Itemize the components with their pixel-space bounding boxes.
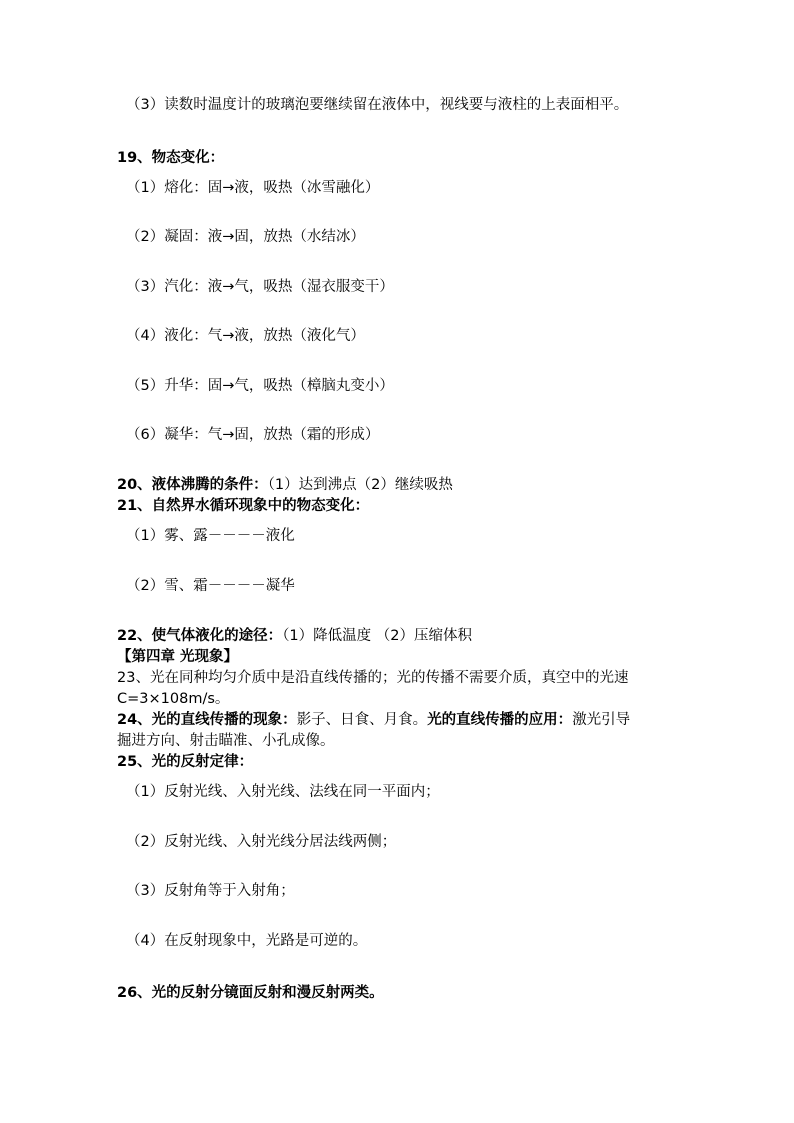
- list-item: （5）升华：固→气，吸热（樟脑丸变小）: [126, 378, 394, 394]
- list-item: （1）熔化：固→液，吸热（冰雪融化）: [126, 180, 380, 196]
- list-item: （1）雾、露－－－－液化: [126, 528, 295, 544]
- section-heading: 26、光的反射分镜面反射和漫反射两类。: [117, 985, 384, 1001]
- section-heading: 20、液体沸腾的条件：: [117, 477, 268, 493]
- paragraph-text: 影子、日食、月食。: [296, 712, 428, 728]
- list-item: （2）雪、霜－－－－凝华: [126, 578, 295, 594]
- list-item: （2）凝固：液→固，放热（水结冰）: [126, 229, 365, 245]
- paragraph-line: [117, 475, 453, 495]
- paragraph-text: （1）降低温度 （2）压缩体积: [282, 628, 472, 644]
- section-heading: 24、光的直线传播的现象：: [117, 712, 297, 728]
- paragraph-text: （1）达到沸点（2）继续吸热: [267, 477, 453, 493]
- list-item: （4）在反射现象中，光路是可逆的。: [126, 933, 368, 949]
- list-item: （1）反射光线、入射光线、法线在同一平面内；: [126, 784, 440, 800]
- paragraph-line: [117, 710, 630, 730]
- paragraph-line: 23、光在同种均匀介质中是沿直线传播的；光的传播不需要介质，真空中的光速: [117, 670, 629, 686]
- paragraph-line: 掘进方向、射击瞄准、小孔成像。: [117, 733, 335, 749]
- note-line: （3）读数时温度计的玻璃泡要继续留在液体中，视线要与液柱的上表面相平。: [126, 97, 629, 113]
- list-item: （3）汽化：液→气，吸热（湿衣服变干）: [126, 279, 394, 295]
- section-heading: 22、使气体液化的途径：: [117, 628, 283, 644]
- section-heading: 光的直线传播的应用：: [427, 712, 573, 728]
- section-heading: 25、光的反射定律：: [117, 754, 254, 770]
- list-item: （3）反射角等于入射角；: [126, 883, 295, 899]
- list-item: （6）凝华：气→固，放热（霜的形成）: [126, 427, 380, 443]
- paragraph-text: 激光引导: [572, 712, 631, 728]
- chapter-heading: 【第四章 光现象】: [117, 649, 239, 665]
- section-heading: 21、自然界水循环现象中的物态变化：: [117, 498, 370, 514]
- paragraph-line: [117, 626, 472, 646]
- paragraph-line: C=3×108m/s。: [117, 691, 230, 707]
- list-item: （2）反射光线、入射光线分居法线两侧；: [126, 834, 397, 850]
- list-item: （4）液化：气→液，放热（液化气）: [126, 328, 365, 344]
- section-heading: 19、物态变化：: [117, 150, 225, 166]
